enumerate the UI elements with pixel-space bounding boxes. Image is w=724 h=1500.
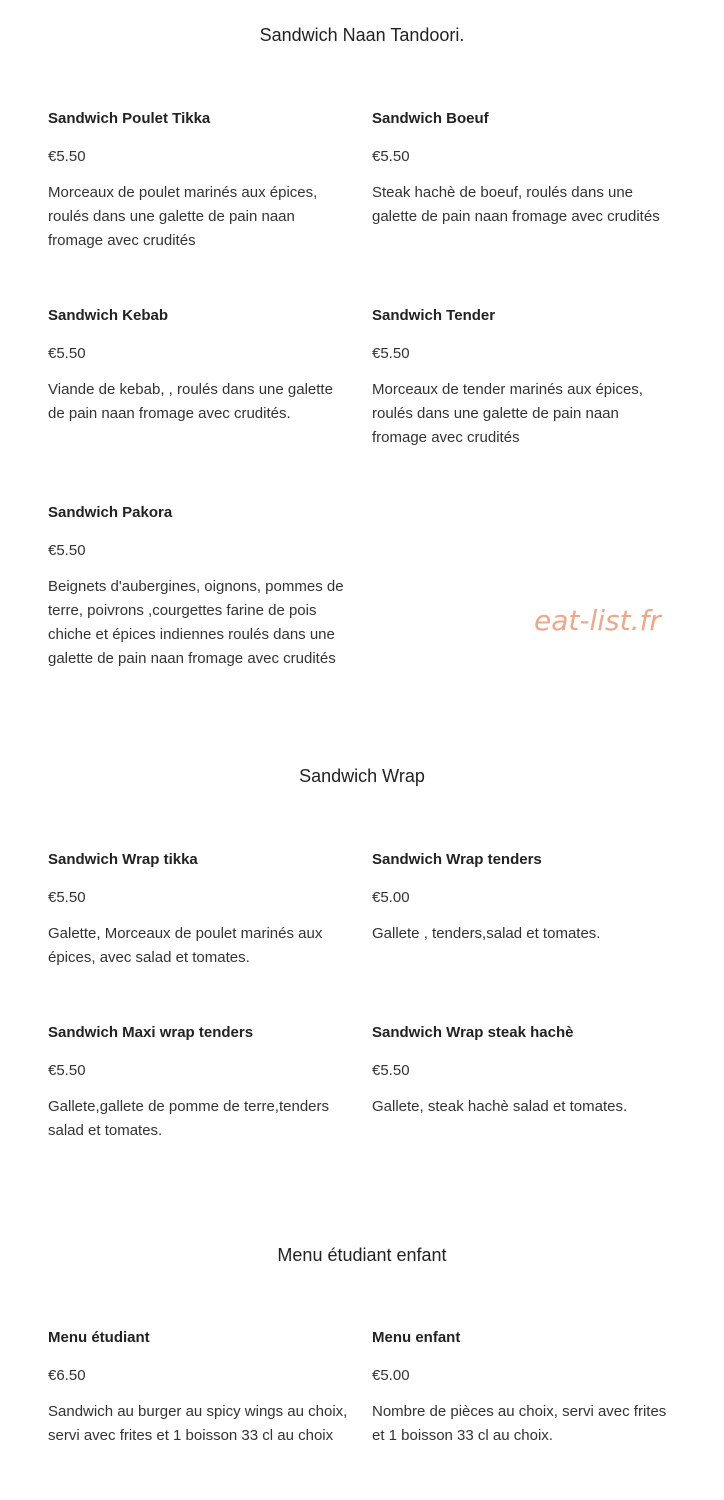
item-price: €5.50 xyxy=(48,345,86,362)
item-price: €5.50 xyxy=(48,542,86,559)
item-price: €5.50 xyxy=(372,1062,410,1079)
item-description: Galette, Morceaux de poulet marinés aux épices, avec salad et tomates. xyxy=(48,925,323,966)
item-price: €5.00 xyxy=(372,1367,410,1384)
item-description: Gallete,gallete de pomme de terre,tenders salad et tomates. xyxy=(48,1098,329,1139)
item-description: Sandwich au burger au spicy wings au choix, servi avec frites et 1 boisson 33 cl au choix xyxy=(48,1403,348,1444)
item-name: Menu enfant xyxy=(372,1329,461,1346)
item-description: Steak hachè de boeuf, roulés dans une galette de pain naan fromage avec crudités xyxy=(372,184,660,225)
section-title-wrap: Sandwich Wrap xyxy=(299,766,425,786)
item-name: Sandwich Tender xyxy=(372,307,496,324)
menu-item-boeuf xyxy=(372,109,672,229)
menu-item-wrap-steak-hache xyxy=(372,1023,672,1119)
menu-item-kebab xyxy=(48,306,348,426)
menu-item-pakora xyxy=(48,503,348,671)
item-name: Sandwich Wrap steak hachè xyxy=(372,1024,574,1041)
item-description: Morceaux de tender marinés aux épices, roulés dans une galette de pain naan fromage avec crudités xyxy=(372,381,643,446)
item-description: Morceaux de poulet marinés aux épices, roulés dans une galette de pain naan fromage avec crudités xyxy=(48,184,318,249)
item-price: €5.50 xyxy=(372,148,410,165)
item-price: €5.00 xyxy=(372,889,410,906)
menu-item-maxi-wrap-tenders xyxy=(48,1023,348,1143)
item-name: Sandwich Kebab xyxy=(48,307,169,324)
item-name: Sandwich Poulet Tikka xyxy=(48,110,211,127)
item-name: Sandwich Maxi wrap tenders xyxy=(48,1024,254,1041)
item-description: Gallete , tenders,salad et tomates. xyxy=(372,925,601,942)
item-price: €5.50 xyxy=(48,889,86,906)
item-description: Nombre de pièces au choix, servi avec frites et 1 boisson 33 cl au choix. xyxy=(372,1403,667,1444)
item-description: Viande de kebab, , roulés dans une galette de pain naan fromage avec crudités. xyxy=(48,381,333,422)
section-title-naan-tandoori: Sandwich Naan Tandoori. xyxy=(259,25,465,45)
item-name: Sandwich Pakora xyxy=(48,504,173,521)
item-price: €6.50 xyxy=(48,1367,86,1384)
menu-item-poulet-tikka xyxy=(48,109,348,253)
item-description: Beignets d'aubergines, oignons, pommes de terre, poivrons ,courgettes farine de pois chiche et épices indiennes roulés dans une galette de pain naan fromage avec crudités xyxy=(48,578,344,667)
item-price: €5.50 xyxy=(372,345,410,362)
item-name: Menu étudiant xyxy=(48,1329,150,1346)
item-description: Gallete, steak hachè salad et tomates. xyxy=(372,1098,628,1115)
menu-item-menu-etudiant xyxy=(48,1328,348,1448)
item-name: Sandwich Wrap tikka xyxy=(48,851,198,868)
item-name: Sandwich Wrap tenders xyxy=(372,851,542,868)
item-price: €5.50 xyxy=(48,1062,86,1079)
menu-item-tender xyxy=(372,306,672,450)
item-price: €5.50 xyxy=(48,148,86,165)
menu-item-wrap-tikka xyxy=(48,850,348,970)
item-name: Sandwich Boeuf xyxy=(372,110,489,127)
menu-item-wrap-tenders xyxy=(372,850,672,946)
watermark-logo: eat-list.fr xyxy=(534,604,661,637)
section-title-menu-etudiant-enfant: Menu étudiant enfant xyxy=(277,1245,447,1265)
menu-item-menu-enfant xyxy=(372,1328,672,1448)
